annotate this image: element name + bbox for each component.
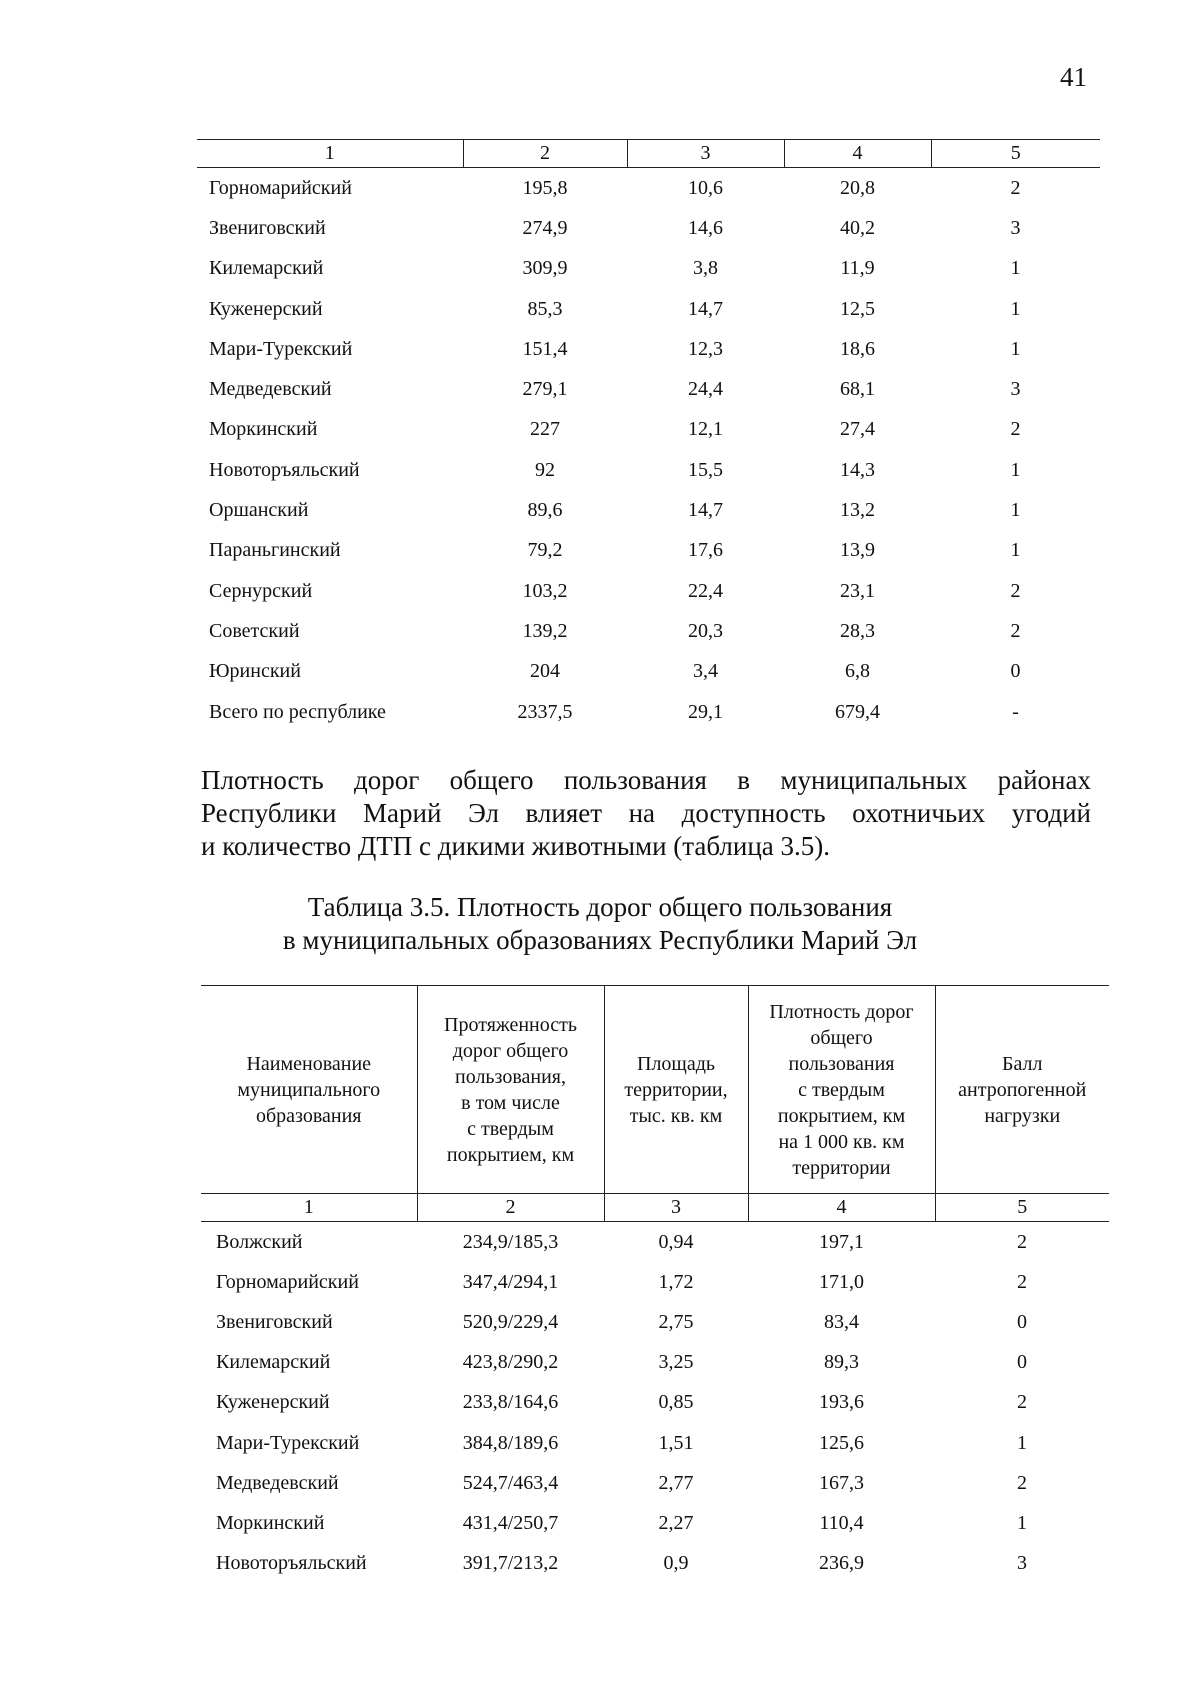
- table-row: [197, 410, 1100, 450]
- table-row: [201, 1503, 1109, 1543]
- value-cell: 14,7: [688, 499, 723, 522]
- value-cell: 0: [1017, 1310, 1027, 1333]
- column-header-line: с твердым: [467, 1117, 554, 1140]
- value-cell: 0: [1010, 660, 1021, 683]
- column-header: [604, 986, 748, 1194]
- column-header-line: покрытием, км: [446, 1143, 575, 1166]
- table-row: [197, 692, 1100, 732]
- table-row: [197, 289, 1100, 329]
- road-density-table: [201, 985, 1109, 1584]
- value-cell: 171,0: [819, 1270, 864, 1293]
- column-header-line: тыс. кв. км: [629, 1104, 723, 1127]
- value-cell: 15,5: [688, 458, 723, 481]
- district-name-cell: Куженерский: [209, 297, 323, 320]
- value-cell: 2: [1017, 1391, 1027, 1414]
- table-row: [201, 1343, 1109, 1383]
- district-name-cell: Моркинский: [216, 1511, 325, 1534]
- column-number: 1: [197, 140, 463, 168]
- value-cell: 274,9: [522, 216, 568, 239]
- value-cell: 3,4: [693, 660, 718, 683]
- value-cell: 1: [1010, 539, 1021, 562]
- column-number: 5: [931, 140, 1100, 168]
- value-cell: 11,9: [840, 257, 875, 280]
- column-header-line: Протяженность: [444, 1013, 577, 1036]
- district-name-cell: Горномарийский: [209, 176, 352, 199]
- value-cell: 151,4: [522, 337, 568, 360]
- paragraph-line: Плотность дорог общего пользования в муниципальных районах: [201, 765, 1091, 795]
- table-row: [201, 1262, 1109, 1302]
- table-row: [197, 571, 1100, 611]
- value-cell: 2: [1010, 619, 1021, 642]
- column-header-line: муниципального: [237, 1078, 381, 1101]
- value-cell: 197,1: [819, 1230, 864, 1253]
- value-cell: 520,9/229,4: [462, 1310, 559, 1333]
- value-cell: 2: [1017, 1471, 1027, 1494]
- table-row: [197, 652, 1100, 692]
- value-cell: 3,25: [658, 1351, 694, 1374]
- district-name-cell: Горномарийский: [216, 1270, 359, 1293]
- value-cell: 17,6: [688, 539, 723, 562]
- paragraph-line: Республики Марий Эл влияет на доступность охотничьих угодий: [201, 798, 1091, 828]
- value-cell: 83,4: [824, 1310, 859, 1333]
- column-header-line: Наименование: [246, 1052, 372, 1075]
- district-name-cell: Оршанский: [209, 499, 309, 522]
- value-cell: 0,94: [658, 1230, 694, 1253]
- value-cell: 12,3: [688, 337, 723, 360]
- column-header-line: общего: [810, 1026, 873, 1049]
- district-name-cell: Звениговский: [209, 216, 326, 239]
- column-number: 5: [935, 1194, 1109, 1222]
- value-cell: 79,2: [527, 539, 563, 562]
- table-row: [197, 249, 1100, 289]
- column-number: 3: [604, 1194, 748, 1222]
- column-header: [201, 986, 417, 1194]
- value-cell: 14,6: [688, 216, 723, 239]
- table-row: [201, 1544, 1109, 1584]
- table-body: [201, 1222, 1109, 1584]
- value-cell: 13,2: [840, 499, 875, 522]
- value-cell: 139,2: [522, 619, 568, 642]
- value-cell: 14,3: [840, 458, 875, 481]
- column-header-line: территории: [792, 1156, 891, 1179]
- value-cell: 227: [530, 418, 560, 441]
- table-row: [197, 531, 1100, 571]
- value-cell: 309,9: [522, 257, 568, 280]
- value-cell: 0,85: [658, 1391, 694, 1414]
- district-name-cell: Юринский: [209, 660, 301, 683]
- value-cell: 279,1: [522, 378, 568, 401]
- value-cell: 0: [1017, 1351, 1027, 1374]
- value-cell: 3: [1010, 216, 1021, 239]
- table-row: [197, 329, 1100, 369]
- column-header-line: пользования: [788, 1052, 895, 1075]
- value-cell: 2: [1017, 1230, 1027, 1253]
- value-cell: 1,72: [658, 1270, 694, 1293]
- column-header-line: с твердым: [798, 1078, 885, 1101]
- value-cell: 204: [530, 660, 560, 683]
- value-cell: 89,3: [824, 1351, 859, 1374]
- caption-line: Таблица 3.5. Плотность дорог общего пользования: [307, 892, 893, 922]
- district-name-cell: Килемарский: [216, 1351, 331, 1374]
- district-name-cell: Советский: [209, 619, 300, 642]
- value-cell: 23,1: [840, 579, 875, 602]
- value-cell: 679,4: [835, 700, 880, 723]
- value-cell: 125,6: [819, 1431, 864, 1454]
- column-header-line: в том числе: [461, 1091, 560, 1114]
- caption-line: в муниципальных образованиях Республики Марий Эл: [282, 925, 918, 955]
- value-cell: 167,3: [819, 1471, 864, 1494]
- value-cell: 110,4: [819, 1511, 864, 1534]
- table-row: [201, 1423, 1109, 1463]
- value-cell: 3: [1010, 378, 1021, 401]
- table-caption: [200, 891, 1000, 957]
- value-cell: 234,9/185,3: [462, 1230, 559, 1253]
- value-cell: 29,1: [688, 700, 723, 723]
- column-header-line: нагрузки: [984, 1104, 1061, 1127]
- value-cell: 524,7/463,4: [462, 1471, 559, 1494]
- value-cell: 391,7/213,2: [462, 1552, 559, 1575]
- table-row: [201, 1222, 1109, 1263]
- column-header-line: Площадь: [637, 1052, 715, 1075]
- value-cell: 384,8/189,6: [462, 1431, 559, 1454]
- value-cell: 68,1: [840, 378, 875, 401]
- value-cell: 1: [1010, 297, 1021, 320]
- column-header-line: территории,: [624, 1078, 728, 1101]
- column-header: [748, 986, 935, 1194]
- value-cell: 2: [1017, 1270, 1027, 1293]
- value-cell: 2337,5: [517, 700, 573, 723]
- column-number: 2: [417, 1194, 604, 1222]
- column-header-line: на 1 000 кв. км: [778, 1130, 905, 1153]
- body-paragraph: [201, 764, 1091, 863]
- page-number: 41: [1060, 62, 1087, 92]
- district-name-cell: Килемарский: [209, 257, 324, 280]
- column-header-line: дорог общего: [452, 1039, 569, 1062]
- table-row: [201, 1463, 1109, 1503]
- value-cell: 89,6: [527, 499, 563, 522]
- table-row: [197, 611, 1100, 651]
- table-row: [197, 208, 1100, 248]
- district-name-cell: Новоторъяльский: [209, 458, 360, 481]
- value-cell: 2,75: [658, 1310, 694, 1333]
- column-number: 4: [784, 140, 931, 168]
- value-cell: 195,8: [522, 176, 568, 199]
- district-name-cell: Волжский: [216, 1230, 303, 1253]
- value-cell: 18,6: [840, 337, 875, 360]
- value-cell: 3: [1017, 1552, 1027, 1575]
- district-name-cell: Всего по республике: [209, 700, 386, 723]
- district-name-cell: Мари-Турекский: [216, 1431, 360, 1454]
- district-name-cell: Звениговский: [216, 1310, 333, 1333]
- value-cell: 22,4: [688, 579, 723, 602]
- paragraph-line: и количество ДТП с дикими животными (таблица 3.5).: [201, 831, 831, 861]
- value-cell: 40,2: [840, 216, 875, 239]
- value-cell: -: [1012, 700, 1019, 723]
- district-name-cell: Параньгинский: [209, 539, 341, 562]
- column-header-line: пользования,: [455, 1065, 566, 1088]
- value-cell: 2,27: [658, 1511, 694, 1534]
- table-row: [201, 1383, 1109, 1423]
- value-cell: 20,8: [840, 176, 875, 199]
- table-row: [197, 168, 1100, 209]
- value-cell: 0,9: [663, 1552, 689, 1575]
- district-name-cell: Медведевский: [209, 378, 332, 401]
- district-name-cell: Сернурский: [209, 579, 313, 602]
- value-cell: 1: [1010, 337, 1021, 360]
- column-number: 2: [463, 140, 627, 168]
- value-cell: 103,2: [522, 579, 568, 602]
- value-cell: 14,7: [688, 297, 723, 320]
- value-cell: 2,77: [658, 1471, 694, 1494]
- value-cell: 233,8/164,6: [462, 1391, 559, 1414]
- column-number: 4: [748, 1194, 935, 1222]
- column-number-row: [197, 140, 1100, 168]
- column-header: [935, 986, 1109, 1194]
- district-table-continued: [197, 139, 1100, 732]
- value-cell: 20,3: [688, 619, 723, 642]
- value-cell: 12,5: [840, 297, 875, 320]
- value-cell: 92: [535, 458, 555, 481]
- value-cell: 1: [1017, 1431, 1027, 1454]
- value-cell: 2: [1010, 579, 1021, 602]
- district-name-cell: Мари-Турекский: [209, 337, 353, 360]
- table-row: [197, 450, 1100, 490]
- value-cell: 10,6: [688, 176, 723, 199]
- value-cell: 1,51: [658, 1431, 694, 1454]
- district-name-cell: Медведевский: [216, 1471, 339, 1494]
- header-row: [201, 986, 1109, 1194]
- value-cell: 85,3: [527, 297, 563, 320]
- value-cell: 1: [1010, 257, 1021, 280]
- column-number: 1: [201, 1194, 417, 1222]
- table-row: [201, 1302, 1109, 1342]
- value-cell: 13,9: [840, 539, 875, 562]
- district-name-cell: Новоторъяльский: [216, 1552, 367, 1575]
- value-cell: 3,8: [693, 257, 718, 280]
- value-cell: 24,4: [688, 378, 723, 401]
- value-cell: 1: [1010, 499, 1021, 522]
- value-cell: 6,8: [845, 660, 870, 683]
- table-body: [197, 168, 1100, 733]
- value-cell: 1: [1010, 458, 1021, 481]
- table-row: [197, 369, 1100, 409]
- column-header-line: Балл: [1002, 1052, 1043, 1075]
- column-header: [417, 986, 604, 1194]
- column-header-line: Плотность дорог: [769, 1000, 914, 1023]
- value-cell: 423,8/290,2: [462, 1351, 559, 1374]
- value-cell: 2: [1010, 418, 1021, 441]
- column-number-row: [201, 1194, 1109, 1222]
- column-header-line: покрытием, км: [777, 1104, 906, 1127]
- value-cell: 347,4/294,1: [462, 1270, 559, 1293]
- value-cell: 431,4/250,7: [462, 1511, 559, 1534]
- value-cell: 236,9: [819, 1552, 864, 1575]
- value-cell: 1: [1017, 1511, 1027, 1534]
- value-cell: 193,6: [819, 1391, 864, 1414]
- district-name-cell: Куженерский: [216, 1391, 330, 1414]
- value-cell: 27,4: [840, 418, 875, 441]
- value-cell: 28,3: [840, 619, 875, 642]
- column-number: 3: [627, 140, 784, 168]
- district-name-cell: Моркинский: [209, 418, 318, 441]
- value-cell: 2: [1010, 176, 1021, 199]
- column-header-line: образования: [256, 1104, 362, 1127]
- value-cell: 12,1: [688, 418, 723, 441]
- column-header-line: антропогенной: [958, 1078, 1087, 1101]
- table-row: [197, 490, 1100, 530]
